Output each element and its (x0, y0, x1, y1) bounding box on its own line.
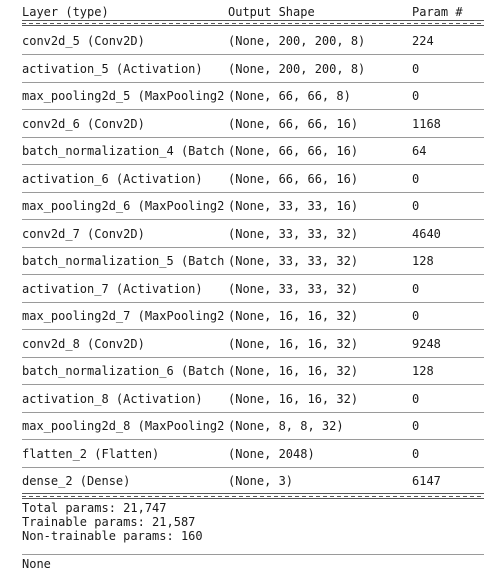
layer-name: max_pooling2d_8 (MaxPooling2 (22, 419, 225, 433)
summary-header (22, 6, 484, 19)
layer-row (22, 199, 484, 213)
layer-name: activation_5 (Activation) (22, 61, 203, 76)
layer-row (22, 144, 484, 158)
layer-output-shape: (None, 16, 16, 32) (228, 391, 359, 406)
layer-row (22, 117, 484, 131)
layer-name: max_pooling2d_7 (MaxPooling2 (22, 309, 225, 323)
layer-param-count: 6147 (412, 474, 441, 488)
layer-name: dense_2 (Dense) (22, 474, 131, 488)
layer-name: activation_7 (Activation) (22, 281, 203, 296)
row-separator (22, 109, 484, 110)
layer-name: conv2d_6 (Conv2D) (22, 116, 145, 131)
layer-param-count: 0 (412, 199, 420, 213)
row-separator (22, 439, 484, 440)
param-totals (22, 501, 484, 543)
row-separator (22, 467, 484, 468)
layer-row (22, 89, 484, 103)
layer-output-shape: (None, 16, 16, 32) (228, 336, 359, 351)
trainable-params: Trainable params: 21,587 (22, 515, 196, 529)
layer-param-count: 0 (412, 391, 420, 406)
layer-param-count: 128 (412, 254, 434, 268)
layer-row (22, 172, 484, 186)
header-layer: Layer (type) (22, 5, 109, 19)
layer-param-count: 4640 (412, 226, 441, 241)
layer-param-count: 128 (412, 364, 434, 378)
row-separator (22, 412, 484, 413)
layer-param-count: 0 (412, 309, 420, 323)
layer-name: max_pooling2d_6 (MaxPooling2 (22, 199, 225, 213)
non-trainable-params: Non-trainable params: 160 (22, 529, 203, 543)
row-separator (22, 82, 484, 83)
row-separator (22, 329, 484, 330)
layer-row (22, 447, 484, 461)
row-separator (22, 302, 484, 303)
layer-row (22, 364, 484, 378)
layer-output-shape: (None, 2048) (228, 446, 315, 461)
layer-output-shape: (None, 16, 16, 32) (228, 309, 359, 323)
layer-output-shape: (None, 33, 33, 32) (228, 226, 359, 241)
layer-row (22, 254, 484, 268)
layer-name: batch_normalization_6 (Batch (22, 364, 225, 378)
layer-output-shape: (None, 8, 8, 32) (228, 419, 344, 433)
row-separator (22, 164, 484, 165)
layer-output-shape: (None, 66, 66, 8) (228, 89, 351, 103)
row-separator (22, 384, 484, 385)
layer-output-shape: (None, 33, 33, 32) (228, 281, 359, 296)
row-separator (22, 274, 484, 275)
layer-param-count: 9248 (412, 336, 441, 351)
layer-param-count: 0 (412, 171, 420, 186)
layer-name: conv2d_5 (Conv2D) (22, 34, 145, 48)
layer-name: activation_8 (Activation) (22, 391, 203, 406)
layer-row (22, 282, 484, 296)
header-separator (22, 20, 484, 26)
layer-output-shape: (None, 33, 33, 16) (228, 199, 359, 213)
layer-param-count: 0 (412, 419, 420, 433)
header-output-shape: Output Shape (228, 5, 315, 19)
layer-output-shape: (None, 200, 200, 8) (228, 34, 366, 48)
layer-output-shape: (None, 200, 200, 8) (228, 61, 366, 76)
layer-name: activation_6 (Activation) (22, 171, 203, 186)
row-separator (22, 357, 484, 358)
layer-output-shape: (None, 66, 66, 16) (228, 144, 359, 158)
layer-row (22, 309, 484, 323)
layer-param-count: 0 (412, 446, 420, 461)
layer-row (22, 419, 484, 433)
layer-row (22, 392, 484, 406)
layer-name: batch_normalization_5 (Batch (22, 254, 225, 268)
layer-output-shape: (None, 3) (228, 474, 294, 488)
layer-param-count: 0 (412, 61, 420, 76)
row-separator (22, 192, 484, 193)
layer-row (22, 62, 484, 76)
row-separator (22, 219, 484, 220)
layer-row (22, 227, 484, 241)
layer-output-shape: (None, 66, 66, 16) (228, 171, 359, 186)
layer-output-shape: (None, 16, 16, 32) (228, 364, 359, 378)
total-params: Total params: 21,747 (22, 501, 167, 515)
footer-separator (22, 493, 484, 499)
layer-param-count: 64 (412, 144, 427, 158)
layer-param-count: 224 (412, 34, 434, 48)
layer-param-count: 0 (412, 281, 420, 296)
layer-name: flatten_2 (Flatten) (22, 446, 160, 461)
layer-name: conv2d_8 (Conv2D) (22, 336, 145, 351)
layer-row (22, 474, 484, 488)
layer-param-count: 1168 (412, 116, 441, 131)
layer-output-shape: (None, 33, 33, 32) (228, 254, 359, 268)
row-separator (22, 247, 484, 248)
cell-output: None (22, 557, 51, 571)
header-params: Param # (412, 5, 463, 19)
layer-row (22, 337, 484, 351)
layer-name: conv2d_7 (Conv2D) (22, 226, 145, 241)
layer-param-count: 0 (412, 89, 420, 103)
layer-row (22, 34, 484, 48)
row-separator (22, 137, 484, 138)
layer-name: batch_normalization_4 (Batch (22, 144, 225, 158)
totals-separator (22, 554, 484, 555)
layer-output-shape: (None, 66, 66, 16) (228, 116, 359, 131)
row-separator (22, 54, 484, 55)
layer-name: max_pooling2d_5 (MaxPooling2 (22, 89, 225, 103)
